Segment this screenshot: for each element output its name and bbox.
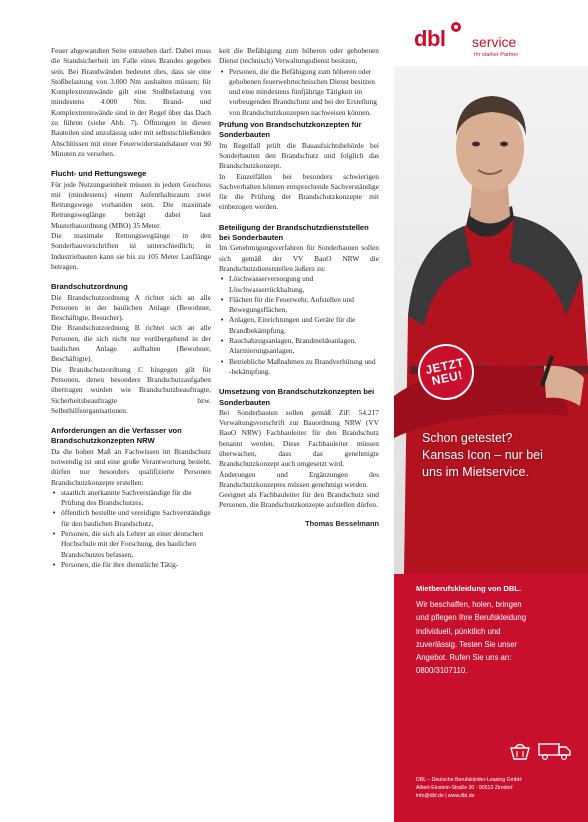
paragraph: Geeignet als Fachbauleiter für den Brandschutz sind Personen, die Brandschutzkonzepte aufstellen dürfen. [219, 490, 379, 510]
article-column-1 [51, 46, 211, 570]
article-author: Thomas Besselmann [305, 518, 379, 528]
bullet-list [219, 67, 379, 118]
offer-line: Wir beschaffen, holen, bringen [416, 600, 522, 609]
paragraph: In Einzelfällen bei besonders schwierigen Sachverhalten können entsprechende Sachverständige für die Prüfung der Brandschutzkonzepte mit einbezogen werden. [219, 171, 379, 212]
offer-box [394, 574, 588, 822]
paragraph: Die Brandschutzordnung C hingegen gilt für Personen, denen besondere Brandschutzaufgaben übertragen wurden wie Brandschutzbeauftragte, Sicherheitsbeauftragte bzw. Selbsthilfeorganisationen. [51, 364, 211, 415]
delivery-truck-icon [538, 739, 572, 766]
laundry-basket-icon [508, 739, 532, 766]
advertisement-panel [394, 0, 588, 822]
offer-phone: 0800/3107110. [416, 666, 468, 676]
paragraph: Änderungen und Ergänzungen des Brandschutzkonzeptes müssen genehmigt werden. [219, 469, 379, 489]
logo-dot-icon [451, 22, 461, 32]
list-item: • Rauchabzugsanlagen, Brandmeldeanlagen, Alarmierungsanlagen, [229, 336, 379, 357]
offer-title: Mietberufskleidung von DBL. [416, 584, 522, 593]
article-column-2 [219, 46, 379, 529]
paragraph: Bei Sonderbauten sollen gemäß ZiF. 54.217 Verwaltungsvorschrift zur Bauordnung NRW (VV BauO NRW) Fachbauleiter für den Brandschutz benannt werden. Diese Fachbauleiter müssen überwachen, dass das genehmigte Brandschutzkonzept auch umgesetzt wird. [219, 407, 379, 469]
bullet-list [219, 274, 379, 377]
list-item: • Betriebliche Maßnahmen zu Brandverhütung und -bekämpfung. [229, 357, 379, 378]
paragraph: keit die Befähigung zum höheren oder gehobenen Dienst (technisch) Verwaltungsdienst besitzen, [219, 46, 379, 66]
footer-line: Albert-Einstein-Straße 30 · 90513 Zirndorf [416, 785, 513, 791]
section-heading: Flucht- und Rettungswege [51, 169, 147, 179]
company-footer [416, 776, 582, 800]
logo-tagline: Ihr starker Partner [474, 52, 519, 58]
footer-line: info@dbl.de | www.dbl.de [416, 793, 475, 799]
logo-wordmark: dbl [414, 26, 446, 51]
list-item: • staatlich anerkannte Sachverständige für die Prüfung des Brandschutzes, [61, 488, 211, 509]
list-item: • Anlagen, Einrichtungen und Geräte für die Brandbekämpfung, [229, 315, 379, 336]
paragraph: Im Genehmigungsverfahren für Sonderbauten sollen sich gemäß der VV BauO NRW die Brandschutzdienststellen äußern zu: [219, 243, 379, 273]
paragraph: Im Regelfall prüft die Bauaufsichtsbehörde bei Sonderbauten den Brandschutz und folglich das Brandschutzkonzept. [219, 140, 379, 171]
offer-line: individuell, pünktlich und [416, 626, 501, 636]
section-heading: Brandschutzordnung [51, 282, 128, 292]
section-heading: Umsetzung von Brandschutzkonzepten bei Sonderbauten [219, 387, 375, 407]
worker-illustration [394, 66, 588, 574]
paragraph: Die Brandschutzordnung A richtet sich an alle Personen in der baulichen Anlage (Bewohner, Beschäftigte, Besucher). [51, 292, 211, 323]
worker-photo [394, 66, 588, 574]
list-item: • Flächen für die Feuerwehr, Aufstellen und Bewegungsflächen, [229, 295, 379, 316]
list-item: • Löschwasserversorgung und Löschwasserrückhaltung, [229, 274, 379, 295]
paragraph: Da die hohen Maß an Fachwissen im Brandschutz notwendig ist und eine große Verantwortung besteht, dürfen nur besonders qualifizierte Personen Brandschutzkonzepte erstellen: [51, 446, 211, 487]
logo-service-text: service [472, 34, 517, 50]
list-item: • öffentlich bestellte und vereidigte Sachverständige für den baulichen Brandschutz, [61, 508, 211, 529]
paragraph: Die maximale Rettungsweglänge in den Sonderbauvorschriften ist unterschiedlich; in Industriebauten kann sie bis zu 105 Meter Lauflänge betragen. [51, 231, 211, 271]
offer-line: Angebot. Rufen Sie uns an: [416, 653, 512, 663]
offer-line: zuverlässig. Testen Sie unser [416, 639, 518, 649]
service-icons [508, 739, 578, 765]
dbl-logo [414, 22, 584, 66]
headline-line: uns im Mietservice. [422, 465, 529, 479]
list-item: • Personen, die die Befähigung zum höheren oder gehobenen feuerwehrtechnischen Dienst besitzen und eine mindestens fünfjährige Tätigkeit im vorbeugenden Brandschutz und bei der Erstellung von Brandschutzkonzepten nachweisen können. [229, 67, 379, 118]
list-item: • Personen, die für ihre dienstliche Tätig- [61, 560, 211, 570]
bullet-list [51, 488, 211, 570]
paragraph: Die Brandschutzordnung B richtet sich an alle Personen, die sich nicht nur vorübergehend in der baulichen Anlage aufhalten (Bewohner, Beschäftigte). [51, 323, 211, 364]
section-heading: Anforderungen an die Verfasser von Brandschutzkonzepten NRW [51, 426, 182, 446]
section-heading: Beteiligung der Brandschutzdienststellen bei Sonderbauten [219, 222, 369, 243]
footer-line: DBL – Deutsche Berufskleider-Leasing GmbH [416, 777, 522, 783]
headline-line: Kansas Icon – nur bei [422, 448, 543, 462]
headline-line: Schon getestet? [422, 431, 513, 445]
badge-label: JETZT NEU! [424, 355, 466, 388]
ad-headline [422, 430, 584, 481]
list-item: • Personen, die sich als Lehrer an einer deutschen Hochschule mit der Forschung, des baulichen Brandschutzes befassen, [61, 529, 211, 560]
section-heading: Prüfung von Brandschutzkonzepten für Sonderbauten [219, 120, 362, 140]
paragraph: Feuer abgewandten Seite entstehen darf. Dabei muss die Standsicherheit im Falle eines Brandes gegeben sein. Bei Brandwänden bedeutet dies, dass sie eine Stoßbelastung von 3.000 Nm aushalten müssen; für Komplextrennwände gilt eine Stoßbelastung von mindestens 4.000 Nm. Brand- und Komplextrennwände sind in der Regel über das Dach zu führen (siehe Abb. 7). Öffnungen in diesen Bauteilen sind unzulässig oder mit selbstschließenden Abschlüssen mit einer Feuerwiderstandsdauer von 90 Minuten zu versehen. [51, 46, 211, 158]
offer-line: und pflegen Ihre Berufskleidung [416, 613, 527, 623]
offer-text [416, 598, 582, 678]
paragraph: Für jede Nutzungseinheit müssen in jedem Geschoss mit (mindestens) einem Aufenthaltsraum zwei Rettungswege vorhanden sein. Die maximale Rettungsweglänge beträgt dabei laut Musterbauordnung (MBO) 35 Meter. [51, 179, 211, 230]
